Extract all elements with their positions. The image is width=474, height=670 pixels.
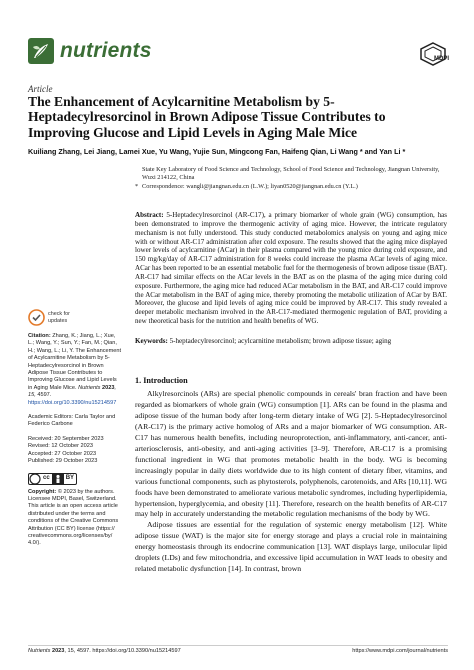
citation-year: 2023 <box>102 384 115 391</box>
sidebar <box>28 309 122 555</box>
check-updates-line1: check for <box>48 311 70 318</box>
check-updates-line2: updates <box>48 317 68 324</box>
abstract-label: Abstract: <box>135 211 164 219</box>
journal-name[interactable]: nutrients <box>60 39 152 62</box>
author-list[interactable]: Kuiliang Zhang, Lei Jiang, Lamei Xue, Yu Wang, Yujie Sun, Mingcong Fan, Haifeng Qian, Li Wang * and Yan Li * <box>28 147 406 156</box>
affiliation-text: State Key Laboratory of Food Science and Technology, School of Food Science and Technology, Jiangnan University, Wuxi 214122, China <box>142 166 440 182</box>
introduction-body <box>135 389 447 575</box>
copyright-label: Copyright: <box>28 488 57 495</box>
section-title: 1. Introduction <box>135 376 188 385</box>
editors-block: Academic Editors: Carla Taylor and Federico Carbone <box>28 414 116 428</box>
footer-citation <box>28 648 181 654</box>
check-for-updates-button[interactable] <box>28 309 122 326</box>
copyright-text: © 2023 by the authors. Licensee MDPI, Basel, Switzerland. This article is an open access article distributed under the terms and conditions of the Creative Commons Attribution (CC BY) license (https:// creativecommons.org/licenses/by/ 4.0/). <box>28 488 119 547</box>
footer-journal-link[interactable]: https://www.mdpi.com/journal/nutrients <box>352 648 448 654</box>
affiliation-block <box>135 166 445 191</box>
journal-header <box>28 38 448 68</box>
cc-label: cc <box>43 474 50 481</box>
keywords-text: 5-heptadecylresorcinol; acylcarnitine metabolism; brown adipose tissue; aging <box>169 337 392 345</box>
intro-paragraph: Alkylresorcinols (ARs) are special phenolic compounds in cereals' bran fraction and have been regarded as biomarkers of whole grain (WG) consumption [1]. ARs can be found in the plasma and adipose tissue of the human body after long-term dietary intake of WG [2]. 5-Heptadecylresorcinol (AR-C17) is the primary active homolog of ARs and a major biomarker of WG consumption. AR-C17 has numerous health benefits, including neuroprotection, anti-inflammatory, anti-cancer, anti-arteriosclerosis, anti-obesity, and anti-aging activities [3–9]. Therefore, AR-C17 is a promising functional ingredient in WG that promotes metabolic health in the body. WG is becoming increasingly popular in daily diets worldwide due to its high content of dietary fiber, vitamins, and various functional components, such as phytosterols, polyphenols, carotenoids, and ARs [10,11]. WG foods have been demonstrated to ameliorate various metabolic syndromes, including hyperlipidemia, hypertension, hyperglycemia, and obesity [11]. Therefore, research on the health benefits of AR-C17 may help in accurately understanding the metabolic regulation mechanisms of the body by WG. <box>135 389 447 519</box>
article-title: The Enhancement of Acylcarnitine Metabolism by 5-Heptadecylresorcinol in Brown Adipose Tissue Contributes to Improving Glucose and Lipid Levels in Aging Male Mice <box>28 94 386 140</box>
copyright-block <box>28 489 122 548</box>
footer-journal: Nutrients <box>28 648 51 654</box>
citation-block <box>28 333 122 407</box>
citation-text: Zhang, K.; Jiang, L.; Xue, L.; Wang, Y.; Sun, Y.; Fan, M.; Qian, H.; Wang, L.; Li, Y. The Enhancement of Acylcarnitine Metabolism by 5-Heptadecylresorcinol in Brown Adipose Tissue Contributes to Improving Glucose and Lipid Levels in Aging Male Mice. <box>28 333 122 391</box>
footer-citation-rest[interactable]: , 15, 4597. https://doi.org/10.3390/nu15214597 <box>64 648 181 654</box>
correspondence <box>135 183 445 191</box>
citation-volume: , 15, <box>28 384 117 399</box>
keywords-label: Keywords: <box>135 337 168 345</box>
footer-year: 2023 <box>51 648 65 654</box>
correspondence-text[interactable]: Correspondence: wangli@jiangnan.edu.cn (L.W.); liyan0520@jiangnan.edu.cn (Y.L.) <box>142 182 358 190</box>
cc-by-license-badge[interactable] <box>28 473 77 485</box>
footer-divider <box>28 645 448 646</box>
citation-journal: Nutrients <box>78 384 101 391</box>
by-label: BY <box>65 474 75 481</box>
abstract-text: 5-Heptadecylresorcinol (AR-C17), a primary biomarker of whole grain (WG) consumption, has been demonstrated to improve the thermogenic activity of aging mice. However, the intricate regulatory mechanism is not fully understood. This study conducted metabolomics analysis on young and aging mice with or without AR-C17 administration after cold exposure. The results showed that the aging mice displayed lower levels of acylcarnitine (ACar) in their plasma compared with the young mice during cold exposure, and 150 mg/kg/day of AR-C17 administration for 8 weeks could increase the plasma ACar levels of aging mice. ACar has been reported to be an essential metabolic fuel for the thermogenesis of brown adipose tissue (BAT). AR-C17 had similar effects on the ACar levels in the BAT as on the plasma of the aging mice during cold exposure. Furthermore, the aging mice had reduced ACar metabolism in the BAT, and AR-C17 could improve the ACar metabolism in the BAT of aging mice, thereby promoting the metabolic utilization of ACar by BAT. Moreover, the glucose and lipid levels of aging mice could be improved by AR-C17. This study revealed a deeper metabolic mechanism involved in the AR-C17-mediated thermogenic regulation of BAT, providing a new theoretical basis for the nutrition and health benefits of WG. <box>135 211 447 326</box>
mdpi-logo-icon[interactable] <box>418 42 448 66</box>
mdpi-label: MDPI <box>434 56 449 62</box>
received-date: Received: 20 September 2023 <box>28 435 104 442</box>
published-date: Published: 29 October 2023 <box>28 458 98 465</box>
keywords <box>135 337 447 346</box>
check-for-updates-icon <box>28 309 45 326</box>
correspondence-symbol: * <box>135 182 139 190</box>
abstract <box>135 211 447 326</box>
accepted-date: Accepted: 27 October 2023 <box>28 450 97 457</box>
intro-paragraph: Adipose tissues are essential for the regulation of systemic energy metabolism [12]. White adipose tissue (WAT) is the major site for energy storage and plays a crucial role in maintaining energy homeostasis through its endocrine communication [13]. WAT displays large, unilocular lipid droplets (LDs) and few mitochondria, and excessive lipid accumulation in WAT leads to obesity and related metabolic dysfunction [14]. In contrast, brown <box>135 520 447 574</box>
cc-icon <box>29 473 41 485</box>
dates-block <box>28 436 122 466</box>
journal-logo-icon <box>28 38 54 64</box>
article-type: Article <box>28 84 53 94</box>
citation-doi-link[interactable]: https://doi.org/10.3390/nu15214597 <box>28 399 117 406</box>
affiliation <box>135 166 445 183</box>
revised-date: Revised: 12 October 2023 <box>28 443 93 450</box>
citation-pages: 4597. <box>37 392 52 399</box>
by-person-icon <box>52 473 64 485</box>
citation-label: Citation: <box>28 333 51 339</box>
